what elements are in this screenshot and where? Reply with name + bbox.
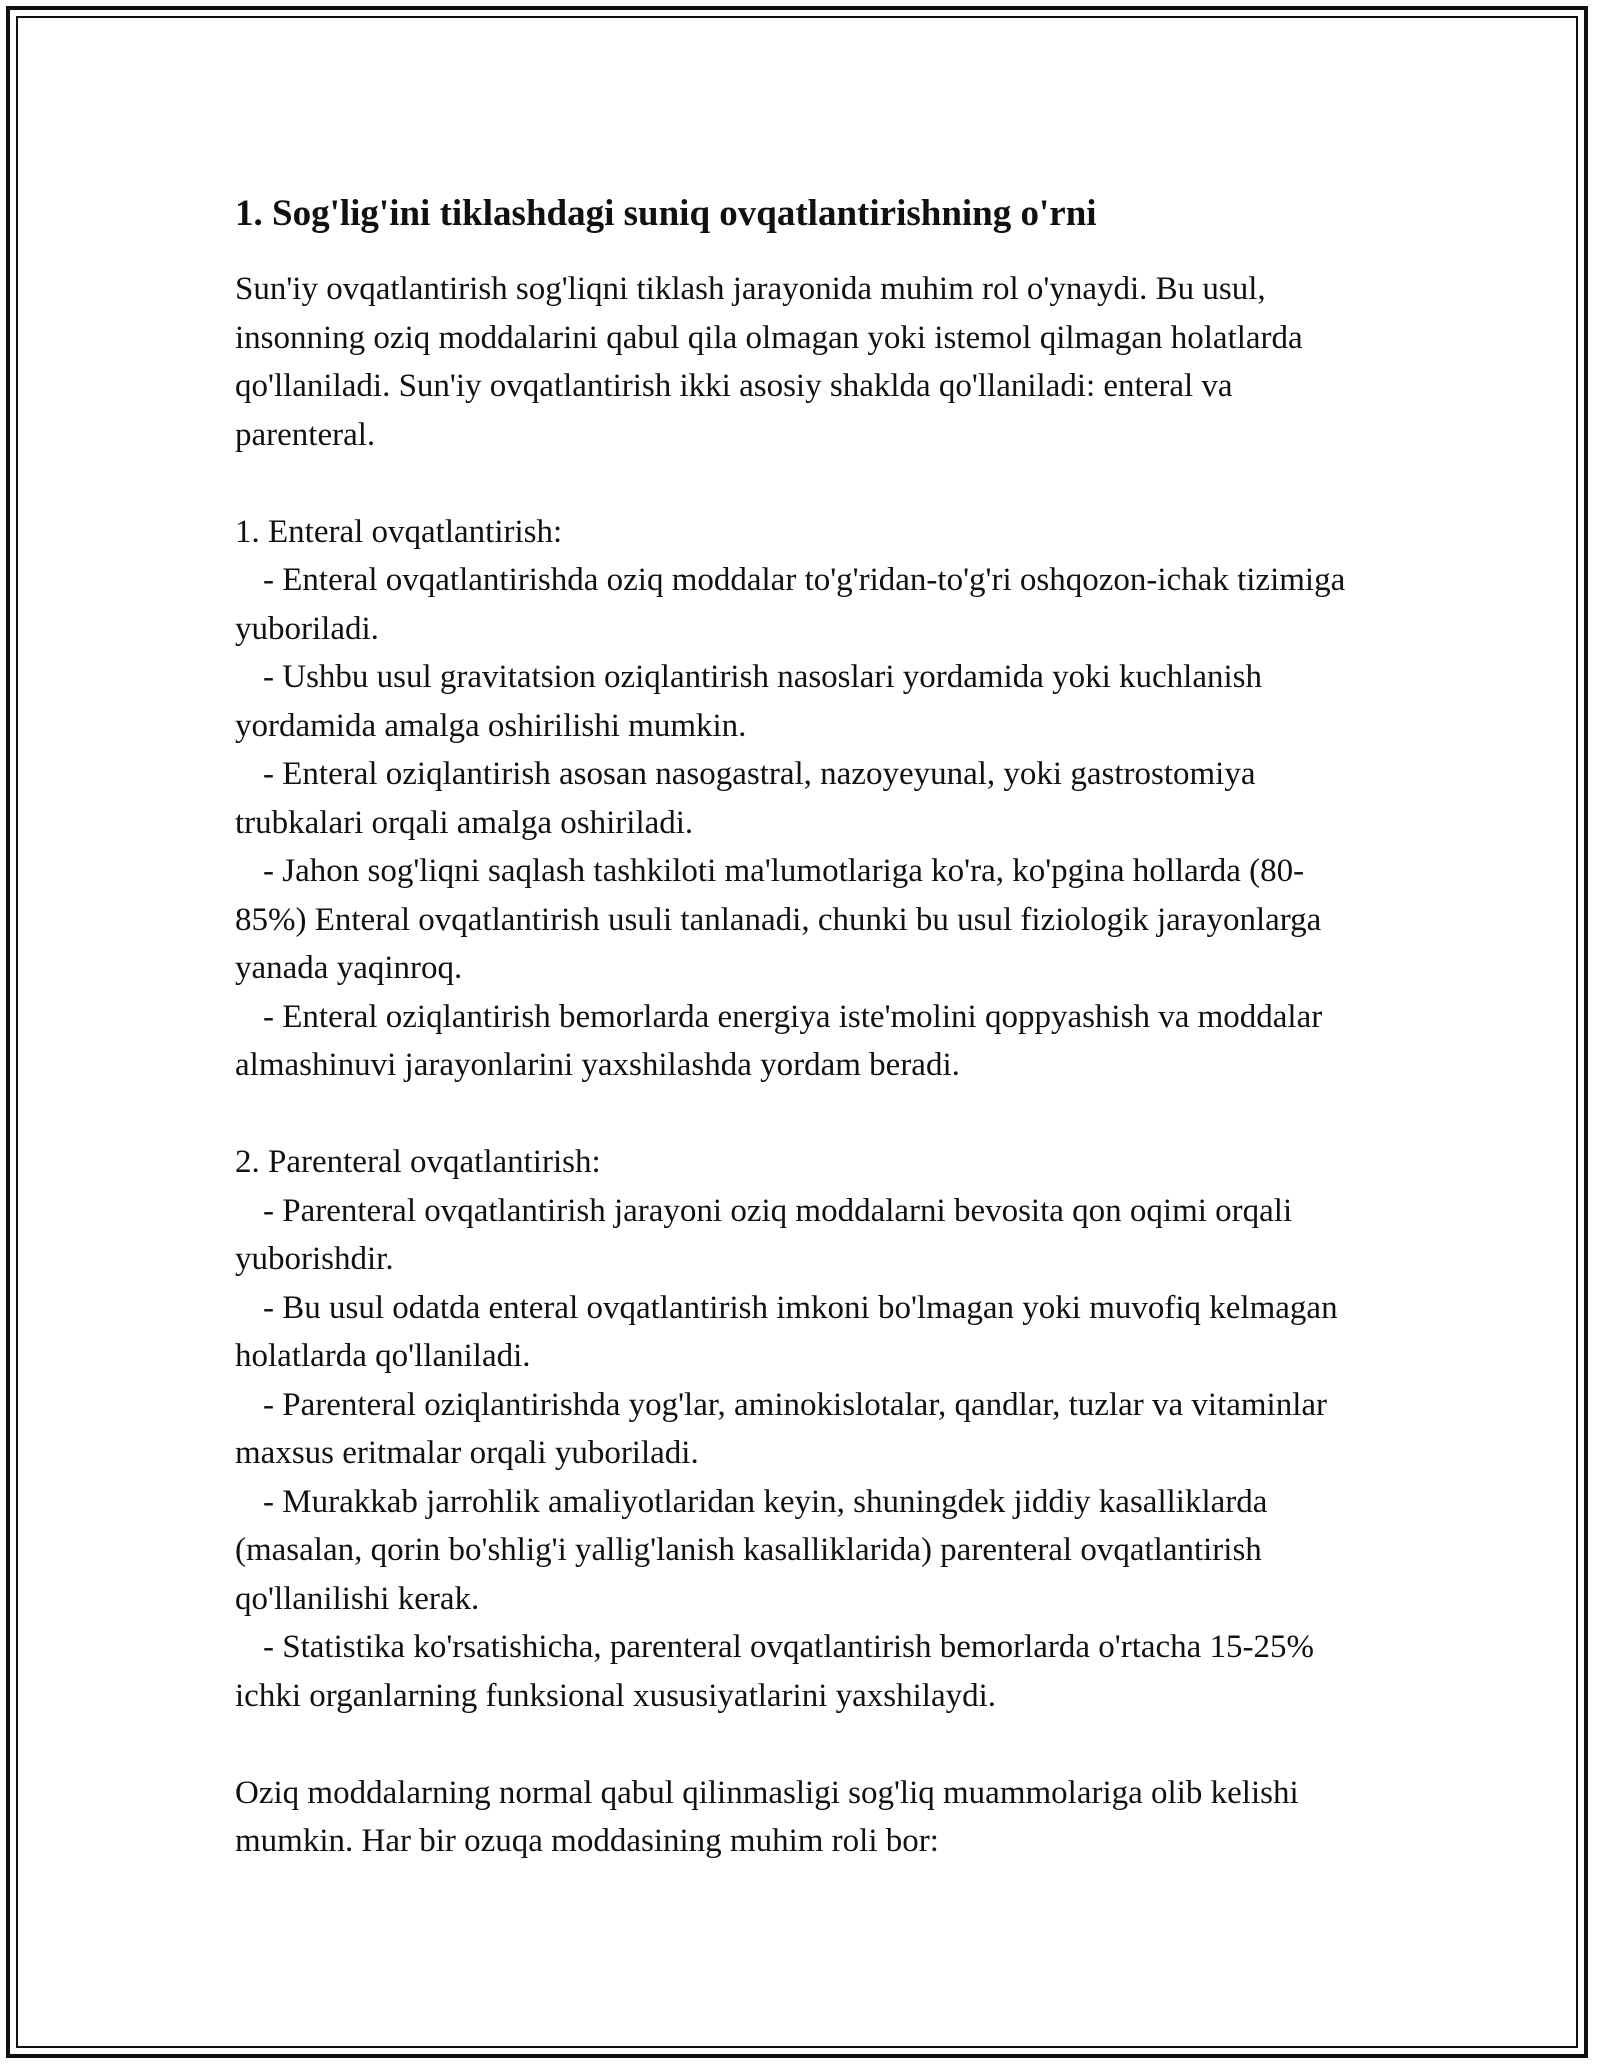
list-item: - Ushbu usul gravitatsion oziqlantirish nasoslari yordamida yoki kuchlanish yordamida amalga oshirilishi mumkin. xyxy=(235,659,1263,744)
paragraph-gap xyxy=(235,1090,1375,1139)
list-item: - Enteral ovqatlantirishda oziq moddalar to'g'ridan-to'g'ri oshqozon-ichak tizimiga yuboriladi. xyxy=(235,562,1346,647)
section-heading-parenteral: 2. Parenteral ovqatlantirish: xyxy=(235,1144,601,1180)
paragraph-gap xyxy=(235,1720,1375,1769)
section-heading-enteral: 1. Enteral ovqatlantirish: xyxy=(235,513,563,550)
paragraph-gap xyxy=(235,459,1375,508)
section-enteral xyxy=(235,508,1375,1090)
list-item: - Parenteral ovqatlantirish jarayoni oziq moddalarni bevosita qon oqimi orqali yuborishdir. xyxy=(235,1192,1293,1277)
list-item: - Jahon sog'liqni saqlash tashkiloti ma'lumotlariga ko'ra, ko'pgina hollarda (80-85%) Enteral ovqatlantirish usuli tanlanadi, chunki bu usul fiziologik jarayonlarga yanada yaqinroq. xyxy=(235,853,1322,986)
section-parenteral xyxy=(235,1138,1375,1720)
list-item: - Parenteral oziqlantirishda yog'lar, aminokislotalar, qandlar, tuzlar va vitaminlar maxsus eritmalar orqali yuboriladi. xyxy=(235,1386,1328,1471)
closing-paragraph: Oziq moddalarning normal qabul qilinmasligi sog'liq muammolariga olib kelishi mumkin. Har bir ozuqa moddasining muhim roli bor: xyxy=(235,1774,1299,1859)
document-body xyxy=(235,188,1375,1866)
intro-paragraph: Sun'iy ovqatlantirish sog'liqni tiklash jarayonida muhim rol o'ynaydi. Bu usul, insonning oziq moddalarini qabul qila olmagan yoki istemol qilmagan holatlarda qo'llaniladi. Sun'iy ovqatlantirish ikki asosiy shaklda qo'llaniladi: enteral va parenteral. xyxy=(235,271,1303,453)
list-item: - Murakkab jarrohlik amaliyotlaridan keyin, shuningdek jiddiy kasalliklarda (masalan, qorin bo'shlig'i yallig'lanish kasalliklarida) parenteral ovqatlantirish qo'llanilishi kerak. xyxy=(235,1483,1268,1617)
page-title: 1. Sog'lig'ini tiklashdagi suniq ovqatlantirishning o'rni xyxy=(235,193,1097,234)
list-item: - Enteral oziqlantirish bemorlarda energiya iste'molini qoppyashish va moddalar almashinuvi jarayonlarini yaxshilashda yordam beradi. xyxy=(235,998,1323,1083)
list-item: - Enteral oziqlantirish asosan nasogastral, nazoyeyunal, yoki gastrostomiya trubkalari orqali amalga oshiriladi. xyxy=(235,756,1256,841)
list-item: - Bu usul odatda enteral ovqatlantirish imkoni bo'lmagan yoki muvofiq kelmagan holatlarda qo'llaniladi. xyxy=(235,1289,1338,1374)
list-item: - Statistika ko'rsatishicha, parenteral ovqatlantirish bemorlarda o'rtacha 15-25% ichki organlarning funksional xususiyatlarini yaxshilaydi. xyxy=(235,1629,1315,1714)
